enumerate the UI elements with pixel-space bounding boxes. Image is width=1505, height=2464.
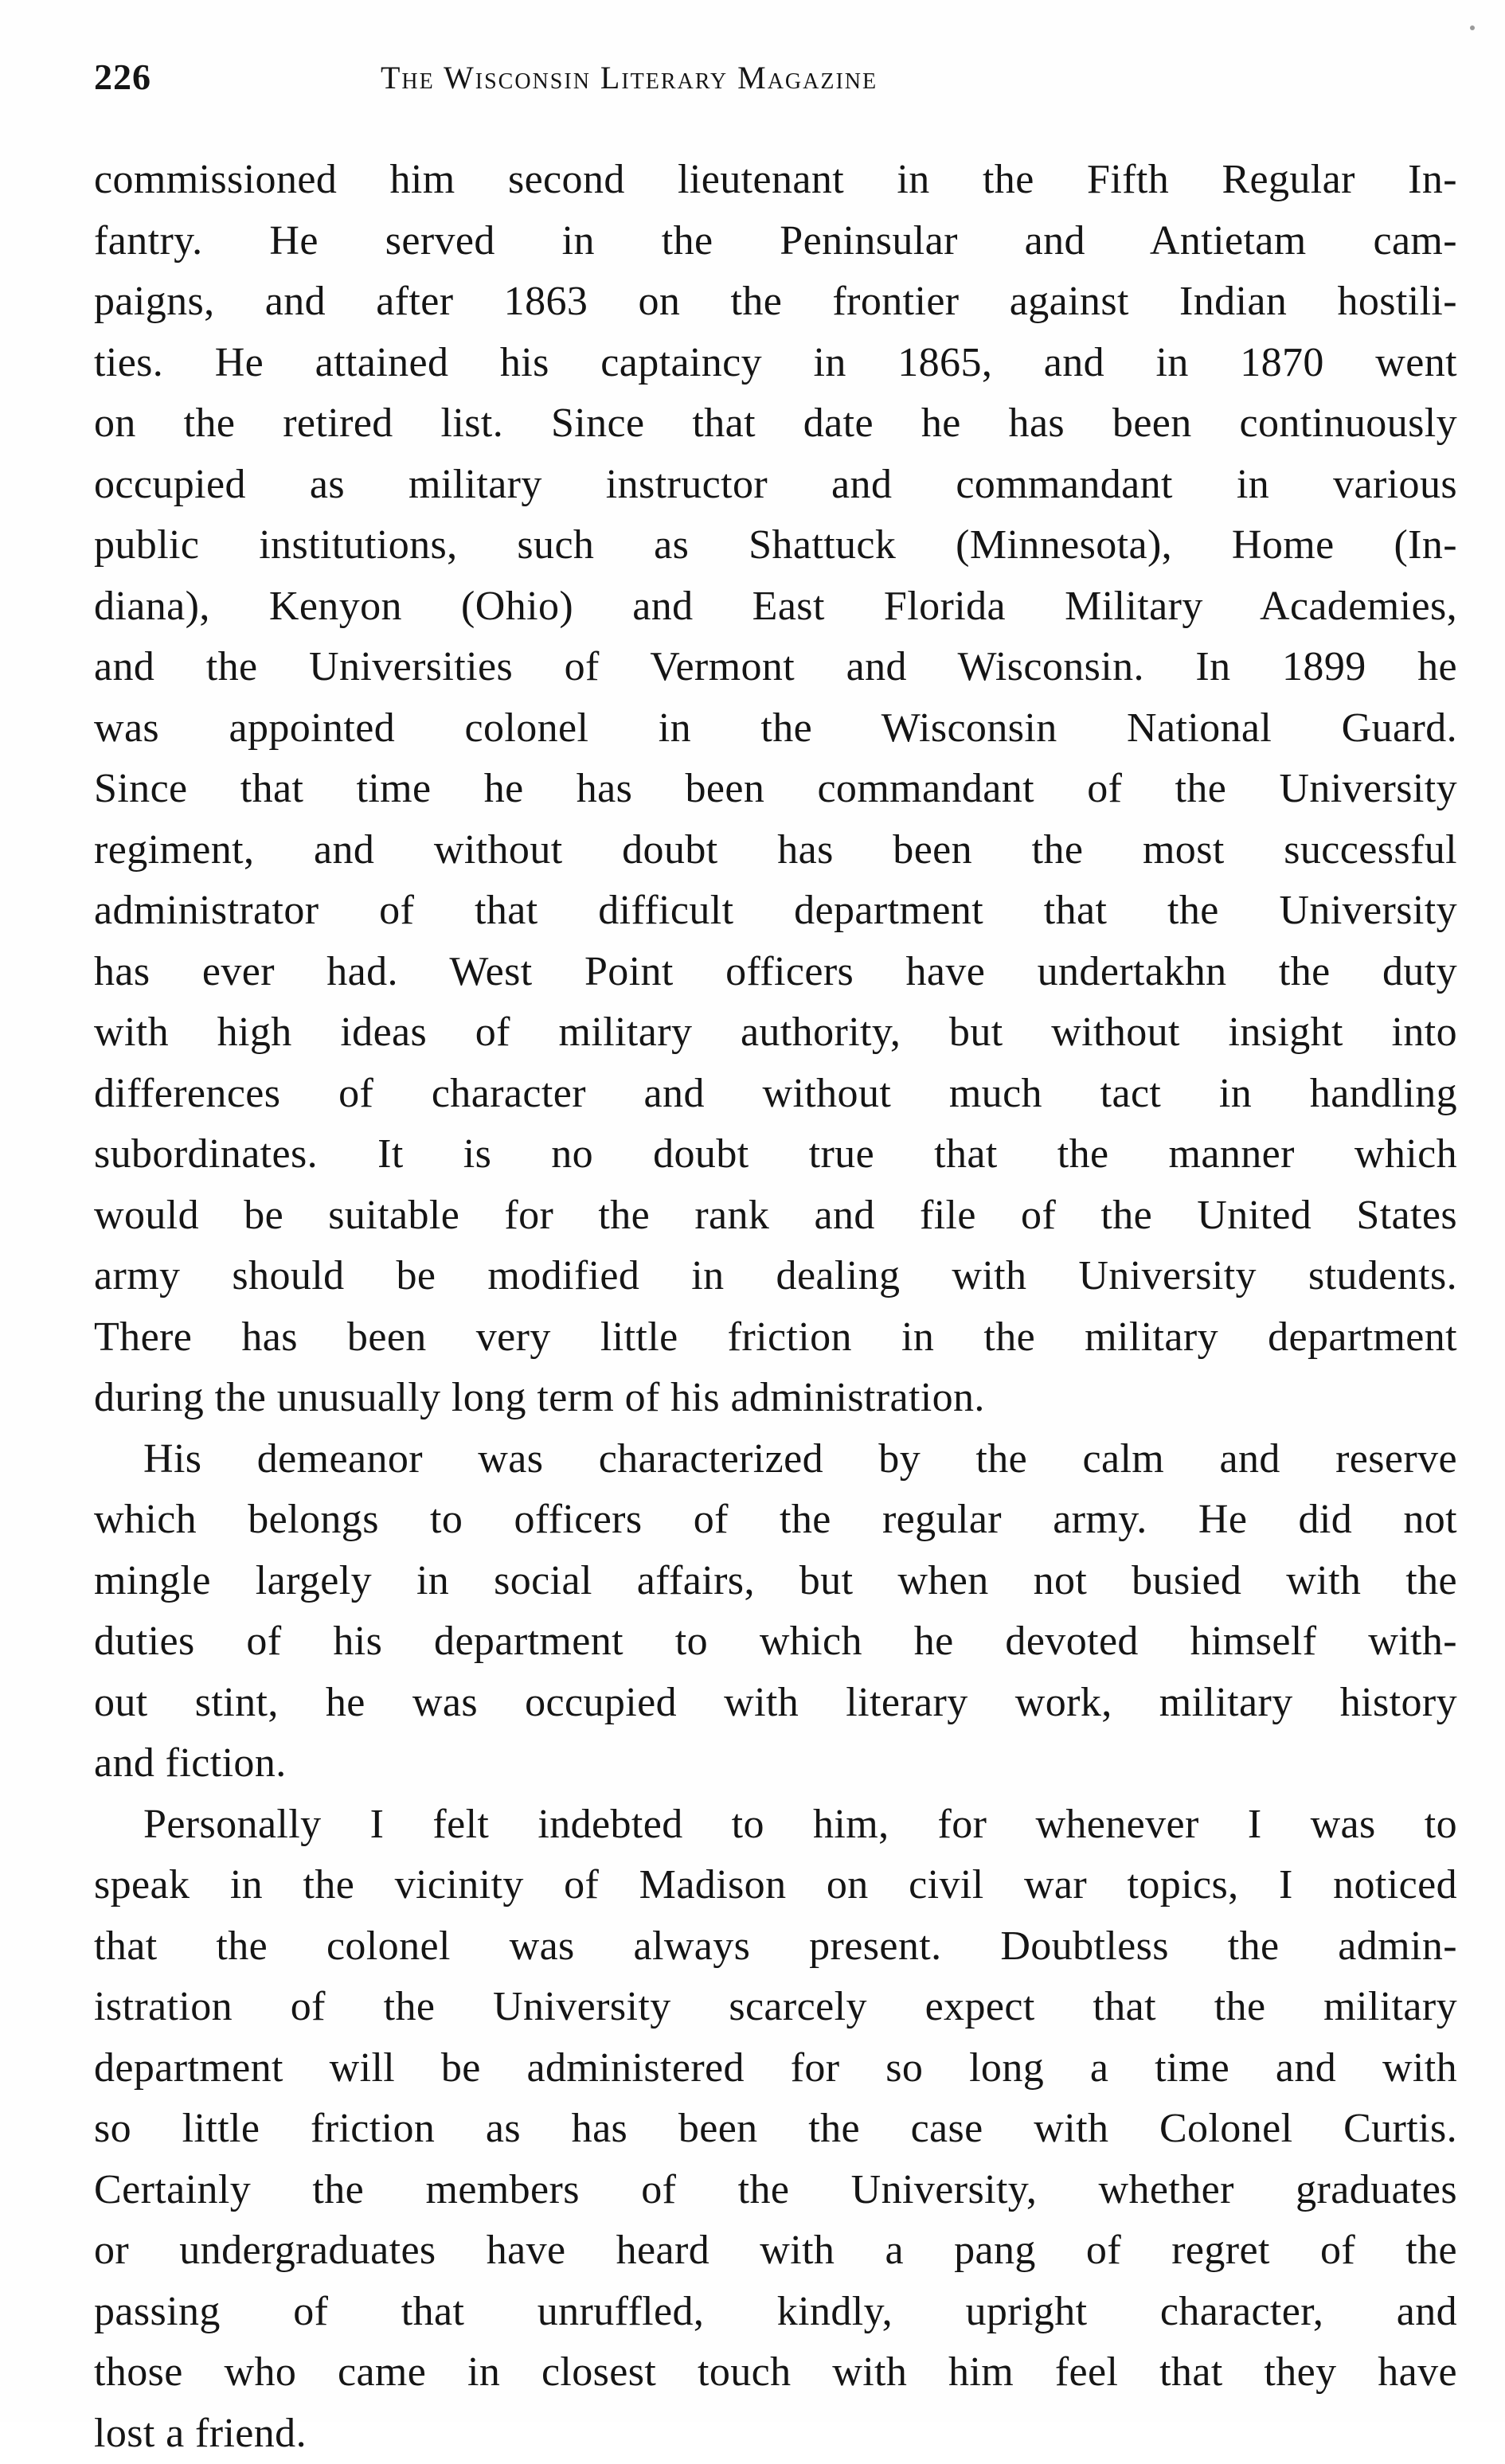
- text-line: public institutions, such as Shattuck (Minnesota), Home (In-: [94, 515, 1457, 576]
- text-line: subordinates. It is no doubt true that the manner which: [94, 1124, 1457, 1185]
- journal-title: The Wisconsin Literary Magazine: [381, 59, 878, 96]
- page-number: 226: [94, 56, 151, 98]
- text-line: has ever had. West Point officers have undertakhn the duty: [94, 942, 1457, 1003]
- paragraph-2: [94, 1429, 1457, 1794]
- text-line: Certainly the members of the University, whether graduates: [94, 2160, 1457, 2221]
- text-line: and fiction.: [94, 1733, 1457, 1794]
- text-line: ties. He attained his captaincy in 1865, and in 1870 went: [94, 333, 1457, 394]
- text-line: istration of the University scarcely expect that the military: [94, 1977, 1457, 2038]
- text-line: Since that time he has been commandant of the University: [94, 759, 1457, 820]
- text-line: administrator of that difficult department that the University: [94, 881, 1457, 942]
- text-line: during the unusually long term of his administration.: [94, 1368, 1457, 1429]
- text-line: so little friction as has been the case with Colonel Curtis.: [94, 2099, 1457, 2160]
- text-line: on the retired list. Since that date he has been continuously: [94, 393, 1457, 455]
- text-line: was appointed colonel in the Wisconsin National Guard.: [94, 698, 1457, 760]
- paragraph-1: [94, 150, 1457, 1429]
- text-line: paigns, and after 1863 on the frontier against Indian hostili-: [94, 271, 1457, 333]
- text-line: or undergraduates have heard with a pang of regret of the: [94, 2220, 1457, 2282]
- text-line: army should be modified in dealing with University students.: [94, 1246, 1457, 1307]
- text-line: which belongs to officers of the regular army. He did not: [94, 1490, 1457, 1551]
- text-line: out stint, he was occupied with literary work, military history: [94, 1673, 1457, 1734]
- text-line: diana), Kenyon (Ohio) and East Florida Military Academies,: [94, 576, 1457, 638]
- body-text: [94, 150, 1457, 2464]
- text-line: duties of his department to which he devoted himself with-: [94, 1611, 1457, 1673]
- text-line: those who came in closest touch with him feel that they have: [94, 2342, 1457, 2403]
- text-line: with high ideas of military authority, but without insight into: [94, 1002, 1457, 1064]
- margin-speck: [1470, 25, 1475, 30]
- paragraph-3: [94, 1794, 1457, 2464]
- text-line: and the Universities of Vermont and Wisconsin. In 1899 he: [94, 637, 1457, 698]
- text-line: passing of that unruffled, kindly, upright character, and: [94, 2282, 1457, 2343]
- text-line: There has been very little friction in the military department: [94, 1307, 1457, 1369]
- text-line: differences of character and without much tact in handling: [94, 1064, 1457, 1125]
- text-line: mingle largely in social affairs, but when not busied with the: [94, 1551, 1457, 1612]
- text-line: fantry. He served in the Peninsular and Antietam cam-: [94, 211, 1457, 272]
- text-line: lost a friend.: [94, 2403, 1457, 2464]
- text-line: His demeanor was characterized by the calm and reserve: [94, 1429, 1457, 1490]
- text-line: that the colonel was always present. Doubtless the admin-: [94, 1916, 1457, 1978]
- text-line: commissioned him second lieutenant in the Fifth Regular In-: [94, 150, 1457, 211]
- running-head: [94, 56, 1448, 119]
- text-line: Personally I felt indebted to him, for whenever I was to: [94, 1794, 1457, 1856]
- text-line: would be suitable for the rank and file of the United States: [94, 1185, 1457, 1247]
- text-line: speak in the vicinity of Madison on civil war topics, I noticed: [94, 1855, 1457, 1916]
- text-line: department will be administered for so long a time and with: [94, 2038, 1457, 2099]
- text-line: regiment, and without doubt has been the most successful: [94, 820, 1457, 881]
- text-line: occupied as military instructor and commandant in various: [94, 455, 1457, 516]
